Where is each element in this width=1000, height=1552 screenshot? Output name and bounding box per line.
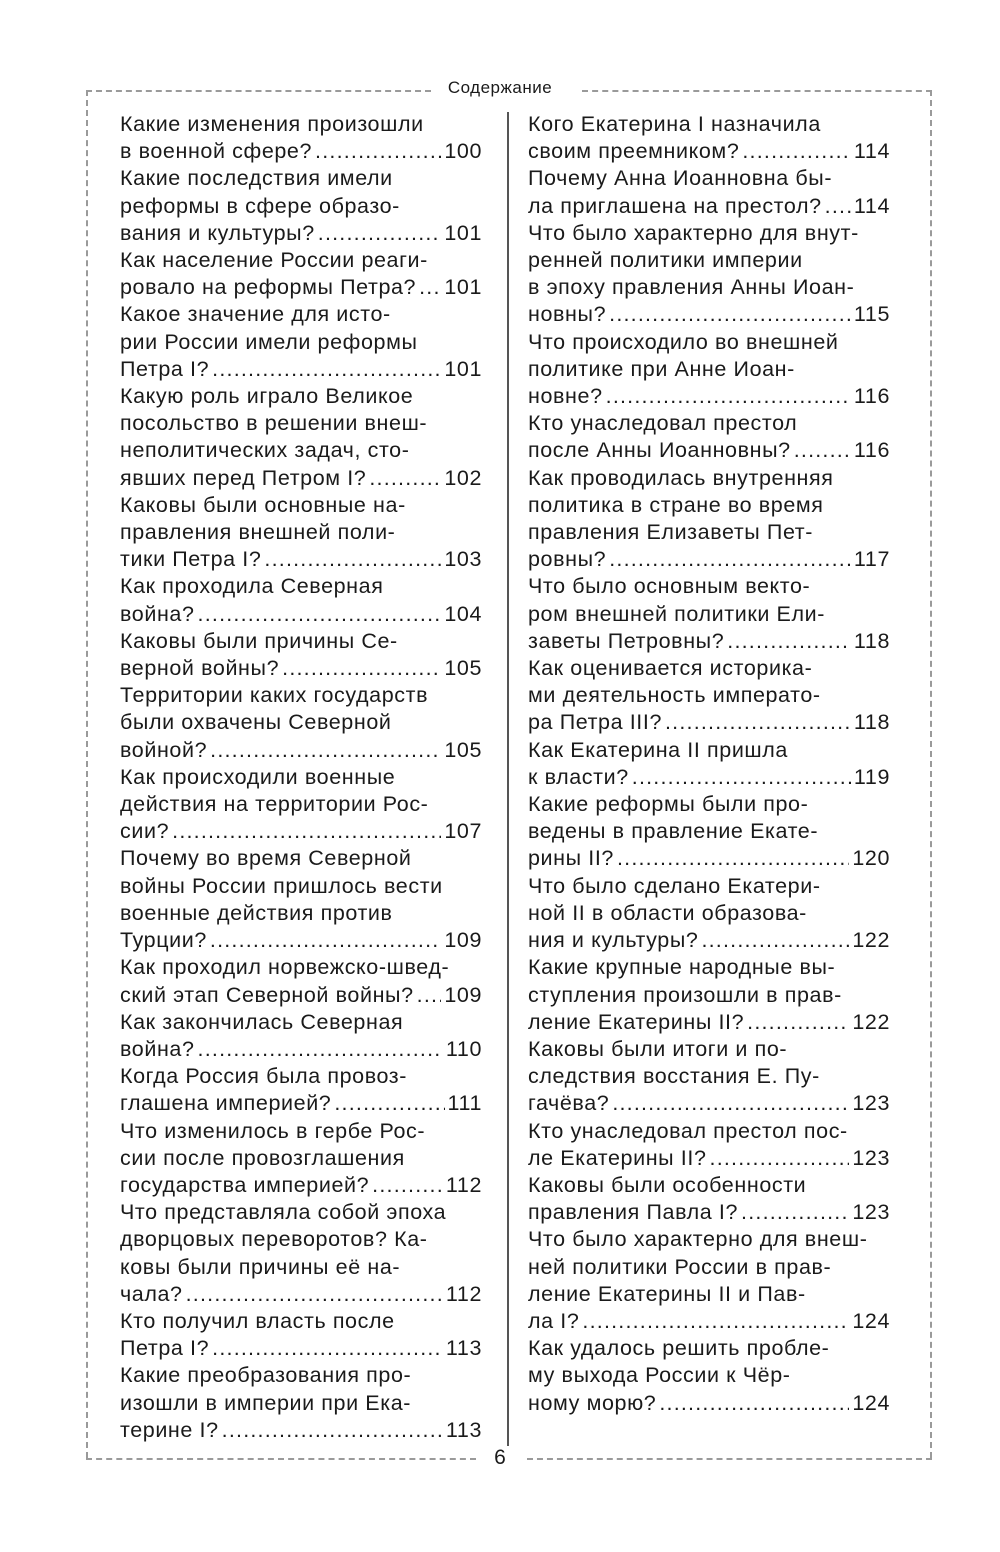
toc-entry-line: ней политики России в прав- — [528, 1254, 832, 1279]
toc-page-number: 101 — [444, 356, 482, 381]
toc-entry-line: ра Петра III? — [528, 710, 662, 735]
dot-leader — [701, 927, 849, 954]
toc-entry-line: Какие реформы были про- — [528, 792, 809, 817]
toc-entry-last-line — [528, 546, 890, 573]
dot-leader — [417, 982, 442, 1009]
toc-entry-line: Какие крупные народные вы- — [528, 955, 836, 980]
toc-entry-line: Кто унаследовал престол — [528, 411, 798, 436]
toc-entry-last-line — [120, 1172, 482, 1199]
dot-leader — [727, 628, 851, 655]
toc-entry-line: Как проводилась внутренняя — [528, 465, 834, 490]
toc-right-column — [528, 111, 890, 1417]
toc-page-number: 122 — [852, 1009, 890, 1034]
dot-leader — [369, 465, 441, 492]
toc-page-number: 110 — [445, 1036, 482, 1061]
toc-entry-line: дворцовых переворотов? Ка- — [120, 1227, 428, 1252]
toc-page-number: 123 — [852, 1091, 890, 1116]
toc-entry-line: ступления произошли в прав- — [528, 982, 842, 1007]
toc-entry[interactable] — [528, 954, 890, 1036]
toc-page-number: 116 — [853, 384, 890, 409]
toc-entry-line: война? — [120, 601, 195, 626]
toc-entry-line: ле Екатерины II? — [528, 1145, 707, 1170]
toc-entry-line: Петра I? — [120, 356, 210, 381]
toc-entry-last-line — [528, 709, 890, 736]
toc-entry-line: были охвачены Северной — [120, 710, 392, 735]
dot-leader — [222, 1417, 443, 1444]
toc-entry-last-line — [120, 737, 482, 764]
toc-entry-line: Что было характерно для внеш- — [528, 1227, 868, 1252]
dot-leader — [825, 193, 851, 220]
page-number-text: 6 — [486, 1446, 514, 1469]
dot-leader — [212, 356, 441, 383]
dot-leader — [632, 764, 851, 791]
toc-entry-line: ному морю? — [528, 1390, 657, 1415]
toc-entry-line: тики Петра I? — [120, 547, 262, 572]
dot-leader — [172, 818, 441, 845]
toc-entry-line: в военной сфере? — [120, 139, 313, 164]
toc-entry-line: Как происходили военные — [120, 764, 396, 789]
toc-entry[interactable] — [120, 628, 482, 682]
toc-entry-last-line — [528, 1090, 890, 1117]
toc-entry-line: Почему Анна Иоанновна бы- — [528, 166, 833, 191]
toc-entry-line: Как проходил норвежско-швед- — [120, 955, 450, 980]
toc-page-number: 120 — [852, 846, 890, 871]
toc-page-number: 113 — [445, 1417, 482, 1442]
toc-entry-last-line — [120, 1335, 482, 1362]
toc-entry[interactable] — [120, 1063, 482, 1117]
toc-entry-last-line — [528, 927, 890, 954]
toc-entry-line: ведены в правление Екате- — [528, 819, 819, 844]
toc-entry-line: к власти? — [528, 764, 629, 789]
toc-entry-line: Как закончилась Северная — [120, 1009, 404, 1034]
dot-leader — [210, 737, 441, 764]
toc-entry[interactable] — [528, 1226, 890, 1335]
dot-leader — [606, 383, 851, 410]
toc-entry-line: Кого Екатерина I назначила — [528, 112, 821, 136]
toc-entry-line: Как оценивается историка- — [528, 656, 813, 681]
toc-entry-line: правления внешней поли- — [120, 520, 396, 545]
dot-leader — [419, 274, 441, 301]
toc-entry-last-line — [528, 628, 890, 655]
toc-page-number: 124 — [852, 1390, 890, 1415]
toc-entry-line: война? — [120, 1036, 195, 1061]
toc-entry-line: политика в стране во время — [528, 492, 824, 517]
toc-entry-line: Что представляла собой эпоха — [120, 1200, 447, 1225]
toc-entry-line: Что происходило во внешней — [528, 329, 839, 354]
toc-page-number: 102 — [444, 465, 482, 490]
toc-entry-last-line — [120, 138, 482, 165]
toc-entry-line: ский этап Северной войны? — [120, 982, 414, 1007]
dot-leader — [609, 301, 851, 328]
toc-entry-line: заветы Петровны? — [528, 628, 725, 653]
toc-entry-line: Как удалось решить пробле- — [528, 1336, 830, 1361]
toc-entry-line: Какие преобразования про- — [120, 1363, 412, 1388]
toc-page-number: 105 — [444, 656, 482, 681]
toc-entry-last-line — [120, 601, 482, 628]
toc-entry-line: реформы в сфере образо- — [120, 193, 400, 218]
toc-page-number: 115 — [853, 302, 890, 327]
toc-page-number: 105 — [444, 737, 482, 762]
toc-entry-line: изошли в империи при Ека- — [120, 1390, 412, 1415]
toc-entry-line: действия на территории Рос- — [120, 792, 429, 817]
toc-entry-line: новны? — [528, 302, 607, 327]
toc-entry-last-line — [528, 1009, 890, 1036]
toc-page-number: 124 — [852, 1308, 890, 1333]
toc-page-number: 114 — [853, 193, 890, 218]
toc-entry-last-line — [120, 1417, 482, 1444]
toc-page-number: 101 — [444, 220, 482, 245]
toc-entry-line: Как население России реаги- — [120, 248, 428, 273]
dot-leader — [212, 1335, 443, 1362]
toc-entry-last-line — [528, 301, 890, 328]
toc-entry-line: ровны? — [528, 547, 607, 572]
dot-leader — [198, 601, 442, 628]
toc-entry-line: ния и культуры? — [528, 928, 699, 953]
toc-entry-line: Как проходила Северная — [120, 574, 384, 599]
dot-leader — [582, 1308, 849, 1335]
toc-entry-line: сии? — [120, 819, 170, 844]
toc-page-number: 123 — [852, 1145, 890, 1170]
toc-entry-line: Петра I? — [120, 1336, 210, 1361]
toc-entry-line: политике при Анне Иоан- — [528, 356, 795, 381]
toc-page-number: 111 — [447, 1091, 482, 1116]
dot-leader — [742, 138, 851, 165]
toc-entry-line: Кто получил власть после — [120, 1308, 395, 1333]
toc-entry-line: Что изменилось в гербе Рос- — [120, 1118, 426, 1143]
toc-entry[interactable] — [120, 111, 482, 165]
toc-entry[interactable] — [120, 1362, 482, 1444]
toc-page-number: 118 — [853, 628, 890, 653]
toc-entry[interactable] — [528, 1036, 890, 1118]
dot-leader — [372, 1172, 443, 1199]
toc-entry-last-line — [528, 1390, 890, 1417]
toc-entry-line: Каковы были основные на- — [120, 492, 406, 517]
toc-entry-last-line — [120, 1090, 482, 1117]
toc-entry-line: Что было основным векто- — [528, 574, 811, 599]
dot-leader — [710, 1145, 850, 1172]
dot-leader — [315, 138, 441, 165]
toc-entry-line: военные действия против — [120, 900, 393, 925]
dot-leader — [659, 1390, 849, 1417]
toc-entry-line: Территории каких государств — [120, 683, 429, 708]
toc-entry-line: Что было сделано Екатери- — [528, 873, 821, 898]
toc-entry[interactable] — [120, 1199, 482, 1308]
toc-entry-last-line — [120, 220, 482, 247]
toc-entry[interactable] — [528, 737, 890, 791]
toc-entry-line: правления Елизаветы Пет- — [528, 520, 813, 545]
toc-entry-last-line — [528, 845, 890, 872]
dot-leader — [186, 1281, 443, 1308]
toc-entry-line: Какое значение для исто- — [120, 302, 391, 327]
dot-leader — [334, 1090, 444, 1117]
toc-page-number: 112 — [445, 1281, 482, 1306]
toc-entry-line: ровало на реформы Петра? — [120, 275, 417, 300]
toc-entry-line: рии России имели реформы — [120, 329, 418, 354]
toc-entry[interactable] — [120, 1009, 482, 1063]
toc-entry-last-line — [120, 546, 482, 573]
toc-page-number: 103 — [444, 547, 482, 572]
toc-entry-last-line — [120, 465, 482, 492]
toc-entry-line: ла I? — [528, 1308, 580, 1333]
toc-page-number: 101 — [444, 275, 482, 300]
toc-entry-last-line — [528, 437, 890, 464]
toc-entry[interactable] — [528, 220, 890, 329]
dot-leader — [617, 845, 849, 872]
frame-right-dash — [930, 90, 932, 1458]
toc-entry[interactable] — [528, 1118, 890, 1172]
toc-page-number: 119 — [853, 764, 890, 789]
column-divider — [507, 112, 509, 1452]
dot-leader — [318, 220, 442, 247]
toc-entry-line: терине I? — [120, 1417, 219, 1442]
toc-entry-line: ром внешней политики Ели- — [528, 601, 825, 626]
toc-entry-last-line — [528, 138, 890, 165]
toc-entry-line: Какие последствия имели — [120, 166, 393, 191]
toc-entry-line: Что было характерно для внут- — [528, 220, 859, 245]
toc-entry-line: войны России пришлось вести — [120, 873, 443, 898]
toc-entry[interactable] — [120, 165, 482, 247]
toc-entry[interactable] — [528, 111, 890, 165]
toc-entry-last-line — [120, 927, 482, 954]
toc-entry-line: государства империей? — [120, 1172, 370, 1197]
dot-leader — [282, 655, 441, 682]
dot-leader — [612, 1090, 849, 1117]
toc-page-number: 109 — [444, 982, 482, 1007]
toc-entry-line: посольство в решении внеш- — [120, 411, 428, 436]
toc-entry-line: новне? — [528, 384, 603, 409]
toc-entry-line: глашена империей? — [120, 1091, 332, 1116]
toc-entry-last-line — [120, 1036, 482, 1063]
toc-entry[interactable] — [120, 1118, 482, 1200]
toc-entry[interactable] — [528, 410, 890, 464]
toc-page-number: 109 — [444, 928, 482, 953]
toc-entry-last-line — [528, 1199, 890, 1226]
toc-page-number: 118 — [853, 710, 890, 735]
toc-entry-line: ление Екатерины II? — [528, 1009, 745, 1034]
dot-leader — [264, 546, 441, 573]
toc-entry-line: чала? — [120, 1281, 183, 1306]
toc-entry-line: следствия восстания Е. Пу- — [528, 1064, 820, 1089]
dot-leader — [741, 1199, 849, 1226]
toc-entry-line: вания и культуры? — [120, 220, 315, 245]
toc-entry-line: своим преемником? — [528, 139, 740, 164]
toc-entry[interactable] — [120, 764, 482, 846]
toc-entry[interactable] — [120, 682, 482, 764]
toc-entry-line: сии после провозглашения — [120, 1145, 405, 1170]
toc-entry[interactable] — [120, 301, 482, 383]
toc-page-number: 104 — [444, 601, 482, 626]
toc-page-number: 100 — [444, 139, 482, 164]
toc-entry-line: верной войны? — [120, 656, 280, 681]
toc-entry-line: в эпоху правления Анны Иоан- — [528, 275, 855, 300]
toc-entry[interactable] — [528, 165, 890, 219]
toc-entry-line: ми деятельность императо- — [528, 683, 821, 708]
toc-entry-line: Почему во время Северной — [120, 846, 412, 871]
toc-entry[interactable] — [120, 1308, 482, 1362]
toc-entry-line: войной? — [120, 737, 208, 762]
toc-entry-line: Каковы были итоги и по- — [528, 1036, 788, 1061]
toc-entry[interactable] — [528, 1335, 890, 1417]
toc-entry[interactable] — [120, 954, 482, 1008]
toc-entry-line: после Анны Иоанновны? — [528, 438, 791, 463]
toc-entry[interactable] — [120, 383, 482, 492]
section-header — [0, 78, 1000, 98]
toc-page-number: 113 — [445, 1336, 482, 1361]
toc-entry-line: Какую роль играло Великое — [120, 384, 414, 409]
toc-entry-last-line — [528, 1308, 890, 1335]
toc-page-number: 116 — [853, 438, 890, 463]
section-title: Содержание — [442, 78, 558, 97]
toc-page-number: 123 — [852, 1200, 890, 1225]
toc-entry-line: му выхода России к Чёр- — [528, 1363, 791, 1388]
toc-entry-line: Турции? — [120, 928, 207, 953]
toc-page-number: 122 — [852, 928, 890, 953]
toc-entry[interactable] — [120, 247, 482, 301]
toc-entry-line: Как Екатерина II пришла — [528, 737, 788, 762]
toc-entry-line: рины II? — [528, 846, 614, 871]
toc-entry[interactable] — [120, 845, 482, 954]
toc-entry-last-line — [120, 1281, 482, 1308]
dot-leader — [747, 1009, 849, 1036]
toc-entry-line: гачёва? — [528, 1091, 610, 1116]
toc-entry-line: ренней политики империи — [528, 248, 803, 273]
toc-entry-line: ной II в области образова- — [528, 900, 807, 925]
toc-entry-line: Каковы были причины Се- — [120, 628, 398, 653]
dot-leader — [198, 1036, 443, 1063]
toc-entry-line: Кто унаследовал престол пос- — [528, 1118, 848, 1143]
toc-entry-line: Каковы были особенности — [528, 1172, 807, 1197]
page-number — [0, 1446, 1000, 1470]
dot-leader — [794, 437, 851, 464]
toc-entry[interactable] — [528, 873, 890, 955]
toc-entry-line: Когда Россия была провоз- — [120, 1064, 408, 1089]
dot-leader — [665, 709, 851, 736]
toc-entry-last-line — [120, 818, 482, 845]
frame-left-dash — [86, 90, 88, 1458]
toc-entry[interactable] — [528, 1172, 890, 1226]
toc-entry-last-line — [120, 982, 482, 1009]
toc-page-number: 117 — [853, 547, 890, 572]
toc-page-number: 107 — [444, 819, 482, 844]
toc-entry[interactable] — [120, 492, 482, 574]
toc-entry[interactable] — [120, 573, 482, 627]
toc-entry-last-line — [528, 193, 890, 220]
toc-entry-last-line — [528, 1145, 890, 1172]
toc-left-column — [120, 111, 482, 1444]
toc-entry-line: правления Павла I? — [528, 1200, 739, 1225]
toc-entry[interactable] — [528, 655, 890, 737]
toc-entry[interactable] — [528, 573, 890, 655]
toc-entry[interactable] — [528, 791, 890, 873]
toc-entry-line: ла приглашена на престол? — [528, 193, 822, 218]
toc-entry-line: Какие изменения произошли — [120, 112, 424, 136]
toc-entry-last-line — [528, 383, 890, 410]
toc-entry-line: неполитических задач, сто- — [120, 438, 410, 463]
toc-entry-last-line — [120, 655, 482, 682]
toc-entry[interactable] — [528, 465, 890, 574]
toc-entry-line: ление Екатерины II и Пав- — [528, 1281, 806, 1306]
toc-entry[interactable] — [528, 329, 890, 411]
toc-entry-last-line — [120, 356, 482, 383]
toc-page-number: 114 — [853, 139, 890, 164]
toc-entry-last-line — [120, 274, 482, 301]
toc-entry-line: явших перед Петром I? — [120, 465, 367, 490]
toc-page-number: 112 — [445, 1172, 482, 1197]
dot-leader — [609, 546, 851, 573]
dot-leader — [210, 927, 441, 954]
toc-entry-last-line — [528, 764, 890, 791]
toc-entry-line: ковы были причины её на- — [120, 1254, 401, 1279]
